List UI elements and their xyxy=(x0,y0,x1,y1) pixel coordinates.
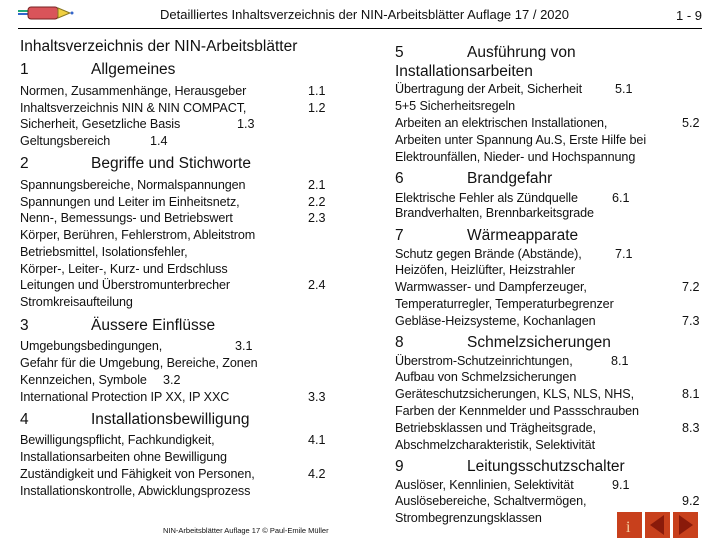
svg-text:i: i xyxy=(626,519,631,536)
toc-entry-ref: 9.1 xyxy=(612,478,630,492)
toc-entry: Schutz gegen Brände (Abstände), xyxy=(395,247,582,261)
toc-entry: Betriebsmittel, Isolationsfehler, xyxy=(20,245,188,259)
toc-entry: Strombegrenzungsklassen xyxy=(395,511,542,525)
toc-entry: Gebläse-Heizsysteme, Kochanlagen xyxy=(395,314,596,328)
section-number: 1 xyxy=(20,61,29,78)
toc-entry-ref: 2.4 xyxy=(308,278,326,292)
toc-entry-ref: 4.1 xyxy=(308,433,326,447)
section-number: 8 xyxy=(395,334,404,351)
section-number: 4 xyxy=(20,411,29,428)
toc-entry: International Protection IP XX, IP XXC xyxy=(20,390,230,404)
toc-entry-ref: 1.4 xyxy=(150,134,168,148)
toc-entry: Elektrounfällen, Nieder- und Hochspannung xyxy=(395,150,636,164)
section-number: 3 xyxy=(20,317,29,334)
toc-entry-ref: 3.3 xyxy=(308,390,326,404)
toc-entry: Nenn-, Bemessungs- und Betriebswert xyxy=(20,211,233,225)
section-number: 2 xyxy=(20,155,29,172)
section-number: 9 xyxy=(395,458,404,475)
toc-entry: Geräteschutzsicherungen, KLS, NLS, NHS, xyxy=(395,387,634,401)
toc-entry: Sicherheit, Gesetzliche Basis xyxy=(20,117,181,131)
toc-entry: Aufbau von Schmelzsicherungen xyxy=(395,370,577,384)
page-number: 1 - 9 xyxy=(676,8,703,23)
toc-entry-ref: 1.3 xyxy=(237,117,255,131)
section-number: 6 xyxy=(395,170,404,187)
toc-entry: Heizöfen, Heizlüfter, Heizstrahler xyxy=(395,263,575,277)
section-title: Äussere Einflüsse xyxy=(91,317,216,334)
info-scroll-icon xyxy=(617,512,642,538)
toc-entry: Farben der Kennmelder und Passschrauben xyxy=(395,404,639,418)
previous-page-button[interactable] xyxy=(645,512,670,538)
toc-entry: Temperaturregler, Temperaturbegrenzer xyxy=(395,297,614,311)
toc-entry: Arbeiten unter Spannung Au.S, Erste Hilfe bei xyxy=(395,133,647,147)
header-divider xyxy=(18,28,702,29)
toc-entry: Spannungsbereiche, Normalspannungen xyxy=(20,178,246,192)
toc-entry-ref: 6.1 xyxy=(612,191,630,205)
toc-entry-ref: 7.3 xyxy=(682,314,700,328)
toc-entry: Körper-, Leiter-, Kurz- und Erdschluss xyxy=(20,262,228,276)
toc-entry-ref: 2.1 xyxy=(308,178,326,192)
toc-entry-ref: 2.2 xyxy=(308,195,326,209)
toc-entry: Gefahr für die Umgebung, Bereiche, Zonen xyxy=(20,356,258,370)
toc-entry: Warmwasser- und Dampferzeuger, xyxy=(395,280,587,294)
toc-entry: Inhaltsverzeichnis NIN & NIN COMPACT, xyxy=(20,101,247,115)
toc-entry: Übertragung der Arbeit, Sicherheit xyxy=(395,82,583,96)
next-page-button[interactable] xyxy=(673,512,698,538)
toc-entry: Umgebungsbedingungen, xyxy=(20,339,163,353)
cable-pencil-icon xyxy=(18,4,86,22)
toc-entry: Auslösebereiche, Schaltvermögen, xyxy=(395,494,587,508)
info-button[interactable] xyxy=(617,512,642,538)
toc-entry: Normen, Zusammenhänge, Herausgeber xyxy=(20,84,247,98)
logo xyxy=(18,4,86,27)
toc-entry-ref: 7.2 xyxy=(682,280,700,294)
section-title-continued: Installationsarbeiten xyxy=(395,63,533,80)
toc-entry: Auslöser, Kennlinien, Selektivität xyxy=(395,478,574,492)
toc-entry-ref: 1.2 xyxy=(308,101,326,115)
arrow-left-icon xyxy=(645,512,670,538)
section-title: Leitungsschutzschalter xyxy=(467,458,625,475)
toc-entry-ref: 8.1 xyxy=(682,387,700,401)
toc-entry-ref: 3.2 xyxy=(163,373,181,387)
toc-entry-ref: 1.1 xyxy=(308,84,326,98)
toc-entry: Abschmelzcharakteristik, Selektivität xyxy=(395,438,595,452)
section-title: Brandgefahr xyxy=(467,170,553,187)
toc-entry-ref: 9.2 xyxy=(682,494,700,508)
toc-entry-ref: 4.2 xyxy=(308,467,326,481)
section-number: 5 xyxy=(395,44,404,61)
toc-entry: Geltungsbereich xyxy=(20,134,111,148)
toc-entry: Zuständigkeit und Fähigkeit von Personen, xyxy=(20,467,255,481)
toc-entry-ref: 8.3 xyxy=(682,421,700,435)
section-title: Schmelzsicherungen xyxy=(467,334,611,351)
toc-entry: Arbeiten an elektrischen Installationen, xyxy=(395,116,608,130)
toc-entry-ref: 5.1 xyxy=(615,82,633,96)
toc-entry: Überstrom-Schutzeinrichtungen, xyxy=(395,354,573,368)
toc-entry: Installationskontrolle, Abwicklungsprozess xyxy=(20,484,251,498)
section-title: Wärmeapparate xyxy=(467,227,579,244)
toc-entry: 5+5 Sicherheitsregeln xyxy=(395,99,516,113)
toc-entry: Elektrische Fehler als Zündquelle xyxy=(395,191,578,205)
document-header-title: Detailliertes Inhaltsverzeichnis der NIN-Arbeitsblätter Auflage 17 / 2020 xyxy=(160,7,569,22)
toc-entry: Installationsarbeiten ohne Bewilligung xyxy=(20,450,227,464)
toc-entry-ref: 7.1 xyxy=(615,247,633,261)
main-title: Inhaltsverzeichnis der NIN-Arbeitsblätter xyxy=(20,38,298,55)
toc-entry: Körper, Berühren, Fehlerstrom, Ableitstrom xyxy=(20,228,256,242)
section-title: Allgemeines xyxy=(91,61,176,78)
toc-entry: Kennzeichen, Symbole xyxy=(20,373,147,387)
section-number: 7 xyxy=(395,227,404,244)
section-title: Begriffe und Stichworte xyxy=(91,155,251,172)
toc-entry: Betriebsklassen und Trägheitsgrade, xyxy=(395,421,596,435)
toc-entry-ref: 3.1 xyxy=(235,339,253,353)
section-title: Installationsbewilligung xyxy=(91,411,250,428)
section-title: Ausführung von xyxy=(467,44,576,61)
toc-entry-ref: 8.1 xyxy=(611,354,629,368)
toc-entry-ref: 2.3 xyxy=(308,211,326,225)
toc-entry: Bewilligungspflicht, Fachkundigkeit, xyxy=(20,433,215,447)
toc-entry: Stromkreisaufteilung xyxy=(20,295,133,309)
toc-entry-ref: 5.2 xyxy=(682,116,700,130)
footer: NIN-Arbeitsblätter Auflage 17 © Paul-Emile Müller xyxy=(163,526,329,535)
toc-entry: Brandverhalten, Brennbarkeitsgrade xyxy=(395,206,594,220)
arrow-right-icon xyxy=(673,512,698,538)
toc-entry: Spannungen und Leiter im Einheitsnetz, xyxy=(20,195,240,209)
toc-entry: Leitungen und Überstromunterbrecher xyxy=(20,278,231,292)
